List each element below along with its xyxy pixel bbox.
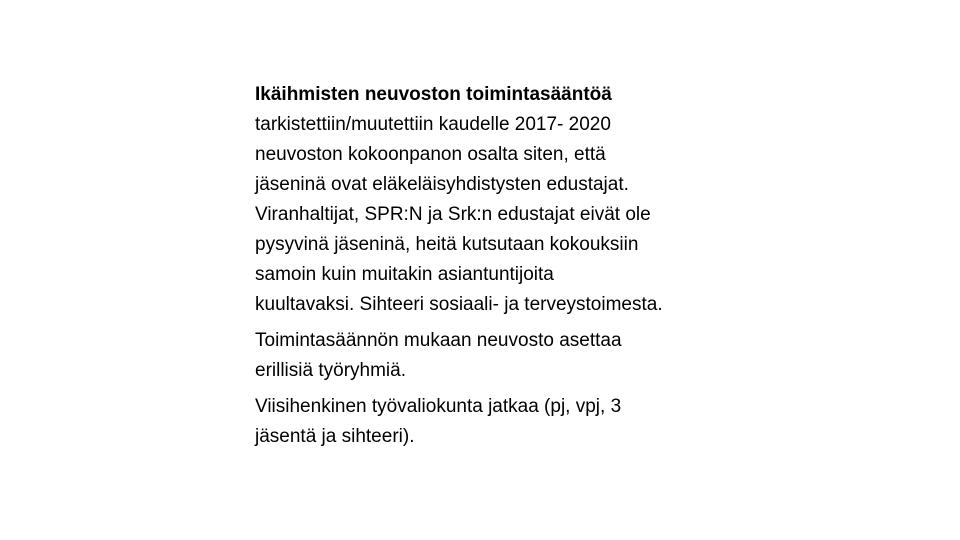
text-line: erillisiä työryhmiä. bbox=[255, 360, 406, 381]
text-line: Toimintasäännön mukaan neuvosto asettaa bbox=[255, 330, 622, 351]
text-line: kuultavaksi. Sihteeri sosiaali- ja terveystoimesta. bbox=[255, 294, 663, 315]
text-line: jäsentä ja sihteeri). bbox=[255, 426, 415, 447]
text-line: neuvoston kokoonpanon osalta siten, että bbox=[255, 144, 606, 165]
text-line: Viranhaltijat, SPR:N ja Srk:n edustajat eivät ole bbox=[255, 204, 651, 225]
paragraph-heading: Ikäihmisten neuvoston toimintasääntöä bbox=[255, 84, 612, 105]
text-line: pysyvinä jäseninä, heitä kutsutaan kokouksiin bbox=[255, 234, 639, 255]
text-line: jäseninä ovat eläkeläisyhdistysten edustajat. bbox=[255, 174, 629, 195]
paragraph-toimintasaanto bbox=[255, 80, 775, 320]
paragraph-tyovaliokunta bbox=[255, 392, 775, 452]
text-line: Viisihenkinen työvaliokunta jatkaa (pj, vpj, 3 bbox=[255, 396, 622, 417]
text-block bbox=[255, 80, 775, 452]
text-line: tarkistettiin/muutettiin kaudelle 2017- 2020 bbox=[255, 114, 611, 135]
text-line: samoin kuin muitakin asiantuntijoita bbox=[255, 264, 554, 285]
paragraph-tyoryhmat bbox=[255, 326, 775, 386]
